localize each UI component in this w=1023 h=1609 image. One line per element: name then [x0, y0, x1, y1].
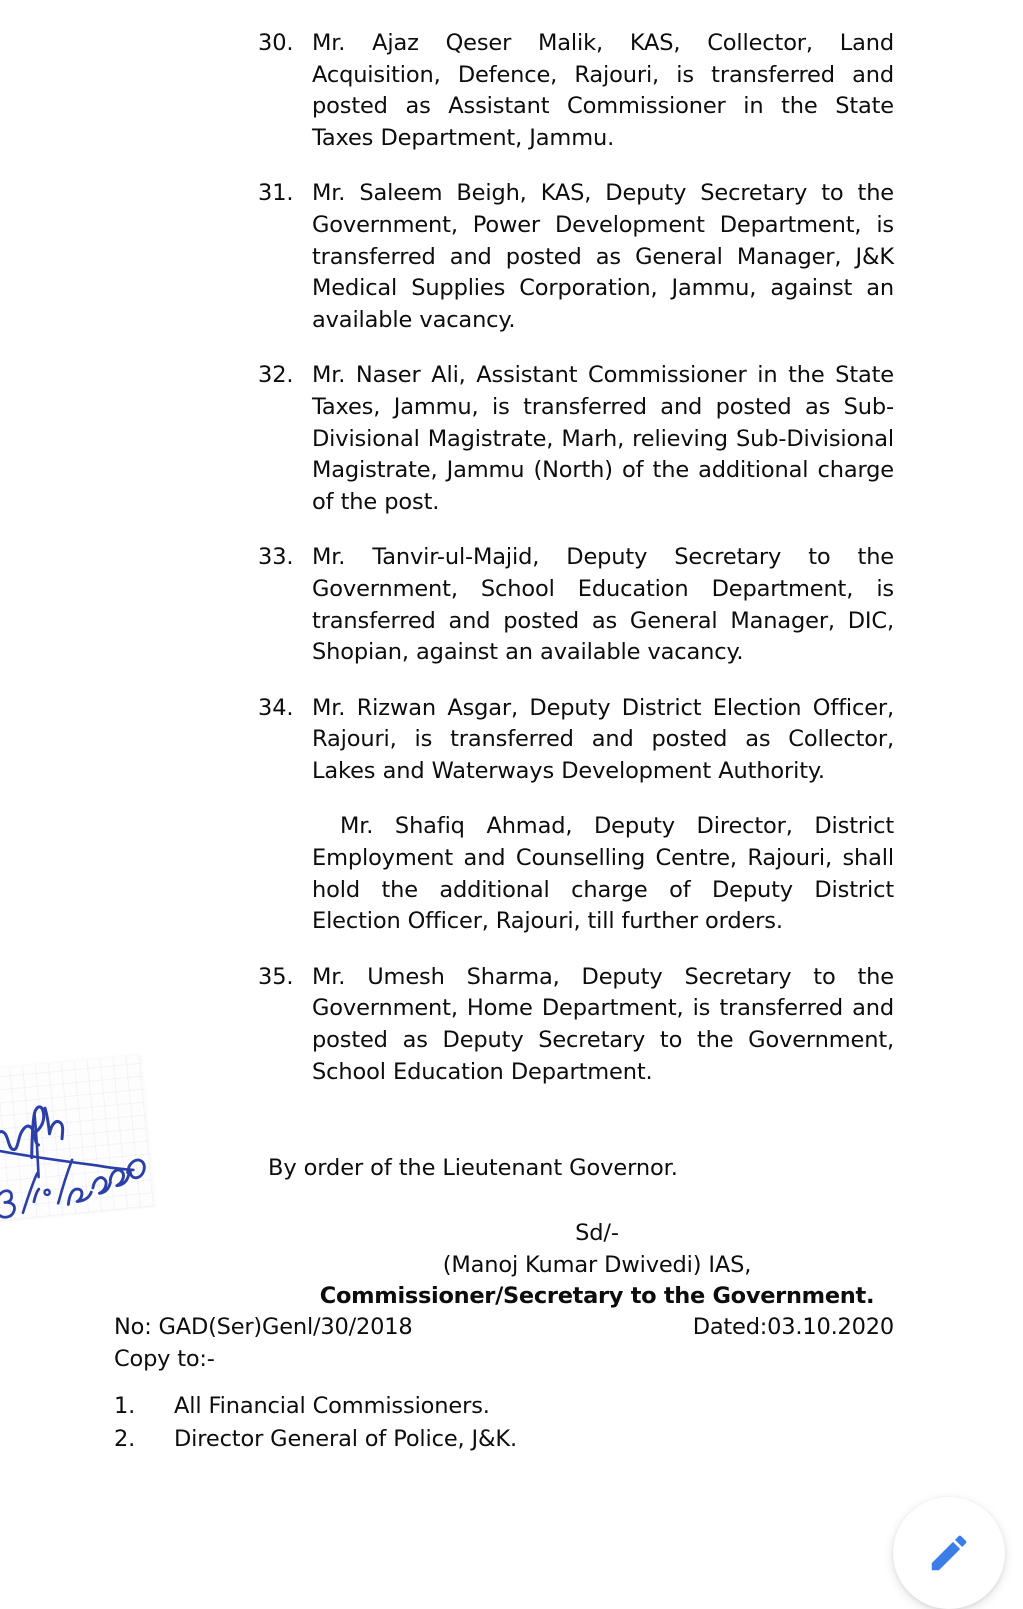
clause-text: Mr. Tanvir-ul-Majid, Deputy Secretary to the Government, School Education Department, is transferred and posted as General Manager, DIC, Shopian, against an available vacancy.: [312, 544, 894, 666]
clause-number: 32.: [258, 362, 294, 389]
clause-subparagraph: Mr. Shafiq Ahmad, Deputy Director, District Employment and Counselling Centre, Rajouri, shall hold the additional charge of Deputy District Election Officer, Rajouri, till further orders.: [312, 813, 894, 935]
clause-text: Mr. Umesh Sharma, Deputy Secretary to the Government, Home Department, is transferred and posted as Deputy Secretary to the Government, School Education Department.: [312, 963, 894, 1085]
copy-to-item-number: 2.: [114, 1426, 136, 1452]
copy-to-item: [114, 1390, 814, 1423]
copy-to-item-text: All Financial Commissioners.: [174, 1393, 490, 1419]
signatory-name: (Manoj Kumar Dwivedi) IAS,: [442, 1251, 752, 1278]
edit-pencil-icon: [926, 1530, 972, 1576]
clause-number: 31.: [258, 180, 294, 207]
edit-fab-button[interactable]: [893, 1497, 1005, 1609]
clause-text: Mr. Saleem Beigh, KAS, Deputy Secretary to the Government, Power Development Department, is transferred and posted as General Manager, J&K Medical Supplies Corporation, Jammu, against an available vacancy.: [312, 180, 894, 333]
clause-number: 35.: [258, 963, 294, 990]
clause-item: [258, 28, 894, 154]
copy-to-item-text: Director General of Police, J&K.: [174, 1426, 518, 1452]
clause-text: Mr. Naser Ali, Assistant Commissioner in the State Taxes, Jammu, is transferred and posted as Sub-Divisional Magistrate, Marh, relieving Sub-Divisional Magistrate, Jammu (North) of the additional charge of the post.: [312, 362, 894, 515]
clause-text: Mr. Rizwan Asgar, Deputy District Election Officer, Rajouri, is transferred and posted as Collector, Lakes and Waterways Development Authority.: [312, 694, 894, 784]
clause-list: [258, 28, 894, 1112]
copy-to-item-number: 1.: [114, 1393, 136, 1419]
clause-item: [258, 542, 894, 668]
clause-item: [258, 962, 894, 1088]
clause-item: [258, 360, 894, 518]
signatory-designation: Commissioner/Secretary to the Government.: [319, 1283, 875, 1309]
copy-to-label: Copy to:-: [114, 1346, 215, 1372]
handwritten-signature-icon: [0, 1055, 155, 1221]
copy-to-item: [114, 1423, 814, 1456]
reference-number: No: GAD(Ser)Genl/30/2018: [114, 1314, 413, 1340]
clause-item: [258, 693, 894, 788]
clause-number: 34.: [258, 694, 294, 721]
clause-text: Mr. Ajaz Qeser Malik, KAS, Collector, Land Acquisition, Defence, Rajouri, is transferred and posted as Assistant Commissioner in the State Taxes Department, Jammu.: [312, 30, 894, 151]
closing-line: By order of the Lieutenant Governor.: [268, 1155, 678, 1181]
clause-item: [258, 178, 894, 336]
signature-sd-mark: Sd/-: [575, 1220, 619, 1246]
reference-date: Dated:03.10.2020: [692, 1314, 894, 1340]
clause-number: 30.: [258, 30, 294, 56]
clause-number: 33.: [258, 544, 294, 571]
handwritten-signature-patch: [0, 1055, 155, 1221]
copy-to-list: [114, 1390, 814, 1456]
signature-block: [300, 1218, 894, 1313]
reference-row: [114, 1312, 894, 1344]
